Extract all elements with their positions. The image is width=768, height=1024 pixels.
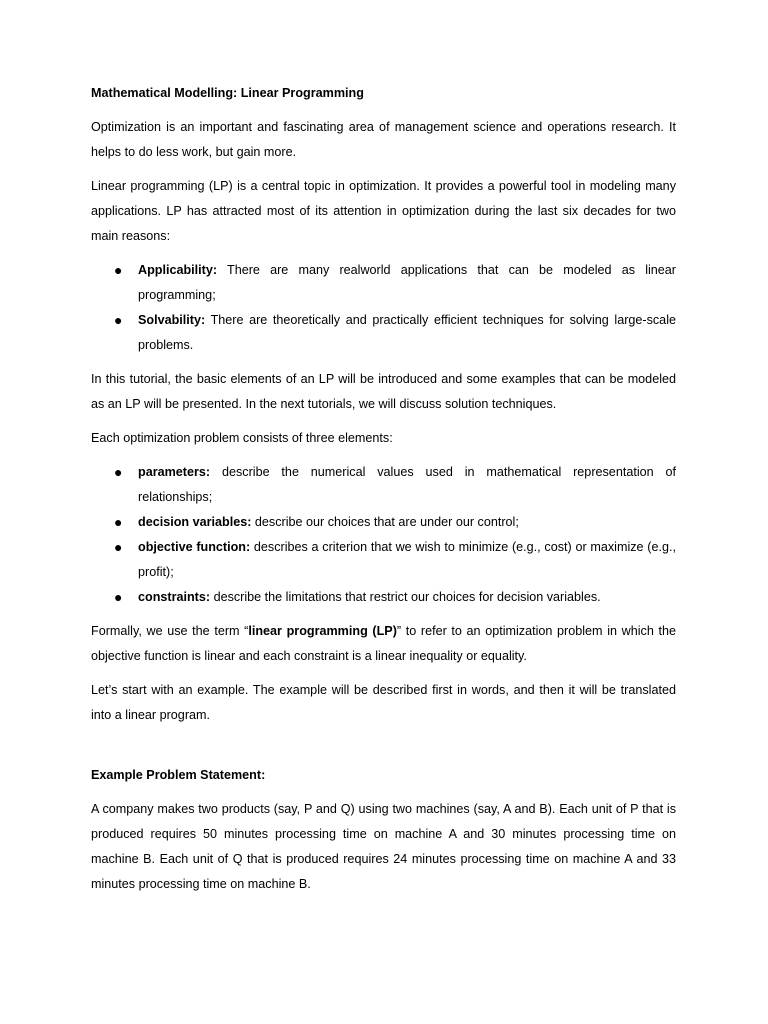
list-item-parameters [91,460,676,510]
bullet-icon: ● [114,514,123,530]
formal-pre-text: Formally, we use the term “ [91,624,249,638]
tutorial-paragraph: In this tutorial, the basic elements of an LP will be introduced and some examples that can be modeled as an LP will be presented. In the next tutorials, we will discuss solution techniques. [91,372,676,411]
elements-list [91,460,676,610]
list-item-constraints [91,585,676,610]
example-heading: Example Problem Statement: [91,768,266,782]
list-item-term: parameters: [138,465,211,479]
list-item-term: objective function: [138,540,251,554]
list-item-term: constraints: [138,590,211,604]
reasons-list [91,258,676,358]
bullet-icon: ● [114,464,123,480]
list-item-solvability [91,308,676,358]
bullet-icon: ● [114,589,123,605]
section-spacer [91,737,676,763]
formal-definition-paragraph [91,619,676,669]
list-item-text: There are many realworld applications that can be modeled as linear programming; [138,263,676,302]
list-item-text: describe the numerical values used in mathematical representation of relationships; [138,465,676,504]
intro-paragraph-1: Optimization is an important and fascinating area of management science and operations research. It helps to do less work, but gain more. [91,120,676,159]
elements-intro-paragraph: Each optimization problem consists of three elements: [91,431,393,445]
intro-paragraph-2: Linear programming (LP) is a central topic in optimization. It provides a powerful tool in modeling many applications. LP has attracted most of its attention in optimization during the last six decades for two main reasons: [91,179,676,243]
list-item-term: decision variables: [138,515,252,529]
formal-post-text: ” to refer to an optimization problem in which the objective function is linear and each constraint is a linear inequality or equality. [91,624,676,663]
document-title: Mathematical Modelling: Linear Programming [91,86,364,100]
example-paragraph: A company makes two products (say, P and Q) using two machines (say, A and B). Each unit of P that is produced requires 50 minutes processing time on machine A and 30 minutes processing time on machine B. Each unit of Q that is produced requires 24 minutes processing time on machine A and 33 minutes processing time on machine B. [91,802,676,891]
list-item-text: describe our choices that are under our control; [251,515,519,529]
formal-term: linear programming (LP) [248,624,397,638]
list-item-term: Applicability: [138,263,218,277]
list-item-text: describes a criterion that we wish to minimize (e.g., cost) or maximize (e.g., profit); [138,540,676,579]
list-item-text: describe the limitations that restrict our choices for decision variables. [210,590,601,604]
bullet-icon: ● [114,539,123,555]
example-intro-paragraph: Let’s start with an example. The example will be described first in words, and then it will be translated into a linear program. [91,683,676,722]
list-item-term: Solvability: [138,313,206,327]
bullet-icon: ● [114,262,123,278]
list-item-decision-variables [91,510,676,535]
bullet-icon: ● [114,312,123,328]
list-item-applicability [91,258,676,308]
list-item-objective-function [91,535,676,585]
document-page [91,81,676,906]
list-item-text: There are theoretically and practically efficient techniques for solving large-scale problems. [138,313,676,352]
